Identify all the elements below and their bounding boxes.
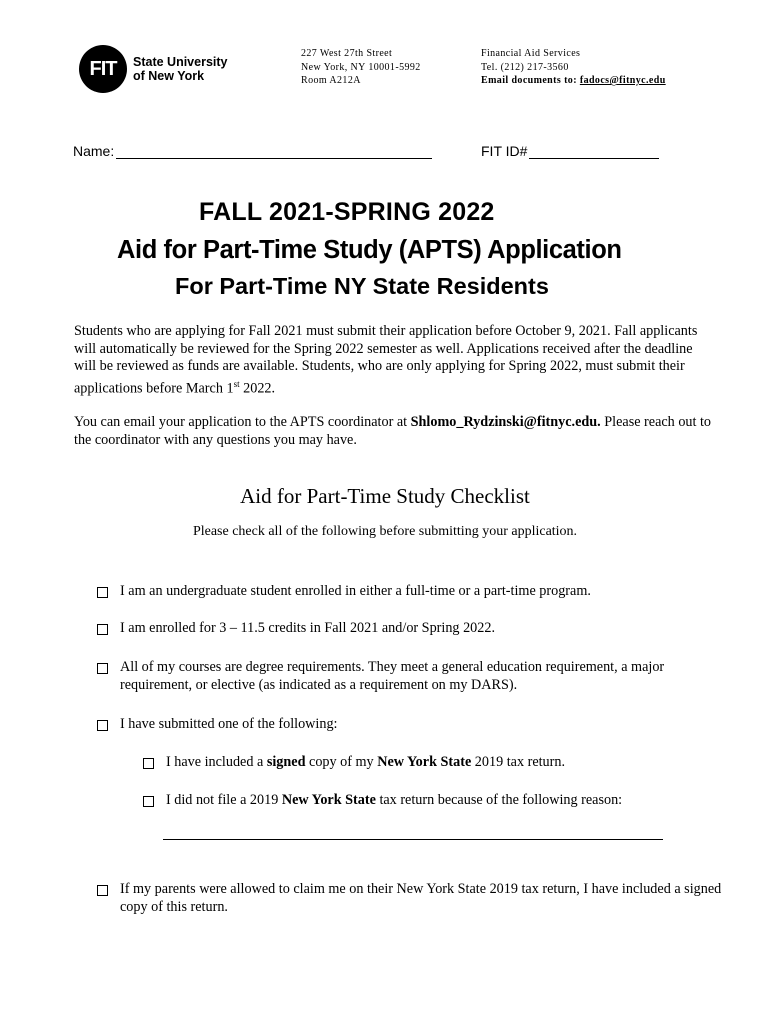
checklist-item-text: I am an undergraduate student enrolled in either a full-time or a part-time program. <box>120 583 591 599</box>
checkbox[interactable] <box>97 587 108 598</box>
logo-line1: State University <box>133 55 228 69</box>
title-audience: For Part-Time NY State Residents <box>175 273 549 299</box>
checklist-item-text <box>166 754 565 772</box>
title-application: Aid for Part-Time Study (APTS) Application <box>117 236 622 264</box>
address-line1: 227 West 27th Street <box>301 48 393 59</box>
checklist-item-credits <box>97 620 717 638</box>
checkbox[interactable] <box>97 885 108 896</box>
fit-logo-mark: FIT <box>79 45 127 93</box>
checklist-subtitle: Please check all of the following before submitting your application. <box>192 524 578 539</box>
text-segment: 2019 tax return. <box>471 754 566 770</box>
finaid-email-link[interactable]: fadocs@fitnyc.edu <box>579 75 666 86</box>
text-segment-bold: signed <box>266 754 306 770</box>
text-segment-bold: New York State <box>281 792 376 808</box>
checklist-item-degree-requirements <box>97 659 717 694</box>
checklist-item-text <box>166 792 622 810</box>
finaid-line1: Financial Aid Services <box>481 48 581 59</box>
checklist-item-text: All of my courses are degree requirements. They meet a general education requirement, a major requirement, or elective (as indicated as a requirement on my DARS). <box>120 659 665 693</box>
text-segment: tax return because of the following reason: <box>375 792 623 808</box>
address-line3: Room A212A <box>301 75 361 86</box>
name-field[interactable] <box>116 144 432 159</box>
finaid-line2: Tel. (212) 217-3560 <box>481 61 569 73</box>
deadline-text-end: 2022. <box>239 380 276 397</box>
logo-text <box>133 55 227 83</box>
checklist-subitem-no-tax-return <box>143 792 723 810</box>
fit-id-field-row <box>481 143 659 159</box>
title-term: FALL 2021-SPRING 2022 <box>199 198 495 226</box>
name-label: Name: <box>73 143 115 159</box>
deadline-paragraph <box>74 323 714 398</box>
address-line2: New York, NY 10001-5992 <box>301 61 421 73</box>
coordinator-email[interactable]: Shlomo_Rydzinski@fitnyc.edu. <box>410 414 601 430</box>
reason-field[interactable] <box>163 839 663 840</box>
checklist-item-undergraduate <box>97 583 717 601</box>
checklist-item-parents-return <box>97 881 727 916</box>
logo-line2: of New York <box>133 69 205 83</box>
text-segment-bold: New York State <box>377 754 472 770</box>
checklist-item-text: I am enrolled for 3 – 11.5 credits in Fall 2021 and/or Spring 2022. <box>120 620 495 636</box>
text-segment: I did not file a 2019 <box>166 792 282 808</box>
checklist-subitem-tax-return <box>143 754 723 772</box>
fit-id-label: FIT ID# <box>481 143 528 159</box>
contact-text-end: Please reach out to the coordinator with any questions you may have. <box>74 414 712 448</box>
text-segment: copy of my <box>305 754 378 770</box>
checkbox[interactable] <box>143 796 154 807</box>
checklist-item-text: I have submitted one of the following: <box>120 716 338 732</box>
campus-address <box>301 47 421 88</box>
checkbox[interactable] <box>97 720 108 731</box>
checklist-item-submitted <box>97 716 717 734</box>
checkbox[interactable] <box>97 624 108 635</box>
checklist-title: Aid for Part-Time Study Checklist <box>240 484 530 508</box>
ordinal-suffix: st <box>233 378 240 389</box>
contact-paragraph <box>74 414 714 449</box>
checklist-item-text: If my parents were allowed to claim me on their New York State 2019 tax return, I have included a signed copy of this return. <box>120 881 722 915</box>
financial-aid-contact <box>481 47 666 88</box>
fit-id-field[interactable] <box>529 144 659 159</box>
name-field-row <box>73 143 432 159</box>
text-segment: I have included a <box>166 754 267 770</box>
deadline-text: Students who are applying for Fall 2021 must submit their application before October 9, 2021. Fall applicants will automatically be reviewed for the Spring 2022 semester as well. Applications received after the deadline will be reviewed as funds are available. Students, who are only applying for Spring 2022, must submit their applications before March 1 <box>74 323 698 397</box>
contact-text: You can email your application to the APTS coordinator at <box>74 414 411 430</box>
checkbox[interactable] <box>143 758 154 769</box>
finaid-email-row <box>481 74 666 88</box>
finaid-email-label: Email documents to: <box>481 75 580 86</box>
checkbox[interactable] <box>97 663 108 674</box>
fit-logo <box>79 45 227 93</box>
